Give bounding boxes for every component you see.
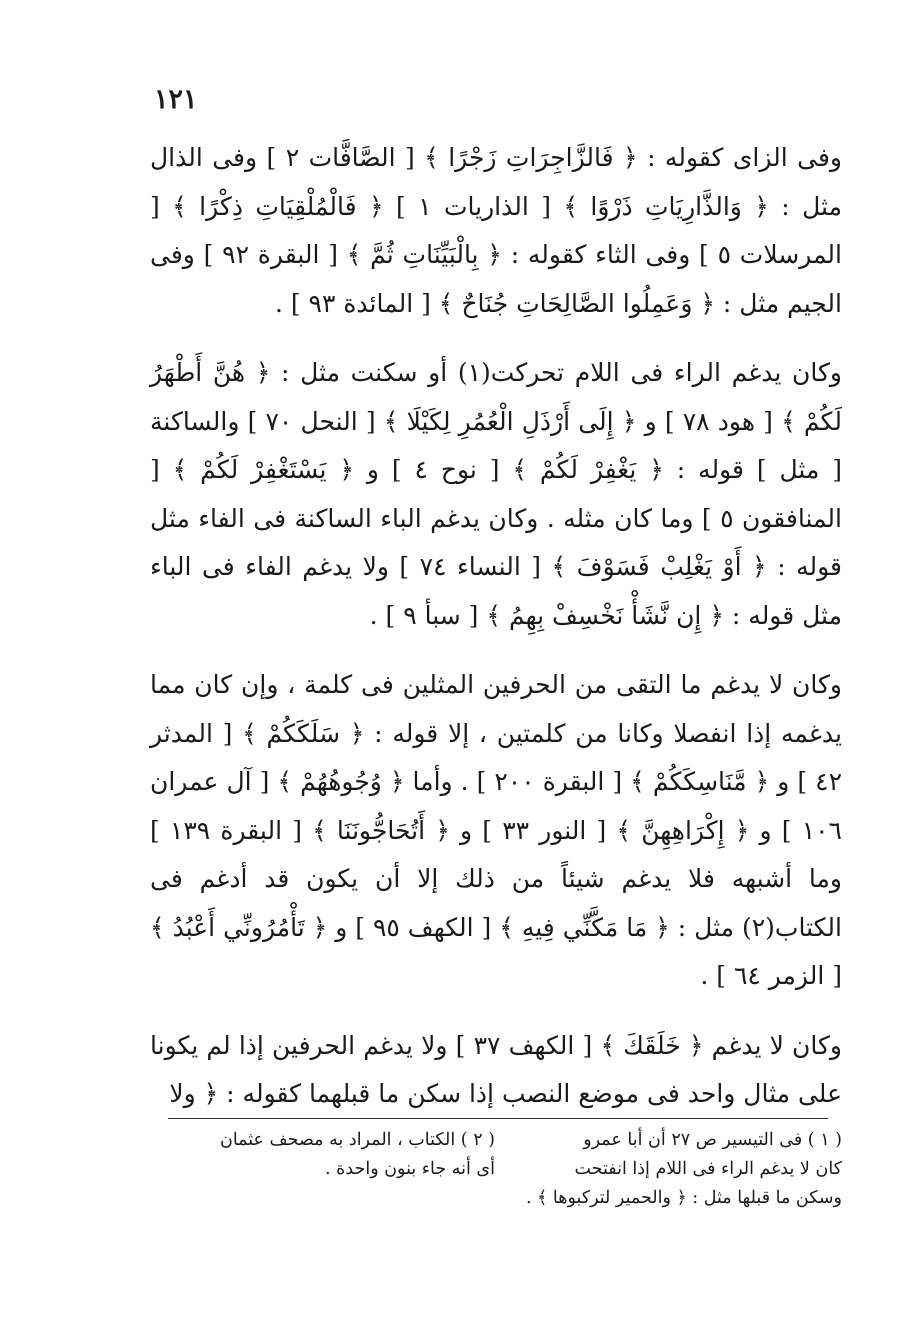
main-text-body — [150, 134, 842, 1119]
footnote-2-line-2: أى أنه جاء بنون واحدة . — [325, 1159, 495, 1179]
paragraph-1: وفى الزاى كقوله : ﴿ فَالزَّاجِرَاتِ زَجْرًا ﴾ [ الصَّافَّات ٢ ] وفى الذال مثل : ﴿ وَالذَّارِيَاتِ ذَرْوًا ﴾ [ الذاريات ١ ] ﴿ فَالْمُلْقِيَاتِ ذِكْرًا ﴾ [ المرسلات ٥ ] وفى الثاء كقوله : ﴿ بِالْبَيِّنَاتِ ثُمَّ ﴾ [ البقرة ٩٢ ] وفى الجيم مثل : ﴿ وَعَمِلُوا الصَّالِحَاتِ جُنَاحٌ ﴾ [ المائدة ٩٣ ] . — [150, 143, 842, 318]
footnote-columns — [150, 1126, 842, 1184]
footnote-1 — [512, 1126, 842, 1184]
footnote-2-line-1: ( ٢ ) الكتاب ، المراد به مصحف عثمان — [219, 1130, 495, 1150]
footnote-separator — [168, 1118, 828, 1119]
footnote-2 — [150, 1126, 495, 1184]
footnote-1-line-1: ( ١ ) فى التيسير ص ٢٧ أن أبا عمرو — [583, 1130, 842, 1150]
footnotes — [150, 1126, 842, 1213]
footnote-1-line-2: كان لا يدغم الراء فى اللام إذا انفتحت — [574, 1159, 842, 1179]
paragraph-4: وكان لا يدغم ﴿ خَلَقَكَ ﴾ [ الكهف ٣٧ ] ولا يدغم الحرفين إذا لم يكونا على مثال واحد فى موضع النصب إذا سكن ما قبلهما كقوله : ﴿ ولا — [150, 1030, 843, 1108]
page-number: ١٢١ — [154, 84, 198, 115]
footnote-1-line-3: وسكن ما قبلها مثل : ﴿ والحمير لتركبوها ﴾ . — [525, 1188, 842, 1208]
paragraph-3: وكان لا يدغم ما التقى من الحرفين المثلين فى كلمة ، وإن كان مما يدغمه إذا انفصلا وكانا من كلمتين ، إلا قوله : ﴿ سَلَكَكُمْ ﴾ [ المدثر ٤٢ ] و ﴿ مَّنَاسِكَكُمْ ﴾ [ البقرة ٢٠٠ ] . وأما ﴿ وُجُوهُهُمْ ﴾ [ آل عمران ١٠٦ ] و ﴿ إِكْرَاهِهِنَّ ﴾ [ النور ٣٣ ] و ﴿ أَتُحَاجُّونَنَا ﴾ [ البقرة ١٣٩ ] وما أشبهه فلا يدغم شيئاً من ذلك إلا أن يكون قد أدغم فى الكتاب(٢) مثل : ﴿ مَا مَكَّنِّي فِيهِ ﴾ [ الكهف ٩٥ ] و ﴿ تَأْمُرُونِّي أَعْبُدُ ﴾ [ الزمر ٦٤ ] . — [150, 670, 842, 990]
paragraph-2: وكان يدغم الراء فى اللام تحركت(١) أو سكنت مثل : ﴿ هُنَّ أَطْهَرُ لَكُمْ ﴾ [ هود ٧٨ ] و ﴿ إِلَى أَرْذَلِ الْعُمُرِ لِكَيْلَا ﴾ [ النحل ٧٠ ] والساكنة [ مثل ] قوله : ﴿ يَغْفِرْ لَكُمْ ﴾ [ نوح ٤ ] و ﴿ يَسْتَغْفِرْ لَكُمْ ﴾ [ المنافقون ٥ ] وما كان مثله . وكان يدغم الباء الساكنة فى الفاء مثل قوله : ﴿ أَوْ يَغْلِبْ فَسَوْفَ ﴾ [ النساء ٧٤ ] ولا يدغم الفاء فى الباء مثل قوله : ﴿ إِن نَّشَأْ نَخْسِفْ بِهِمُ ﴾ [ سبأ ٩ ] . — [150, 358, 842, 630]
